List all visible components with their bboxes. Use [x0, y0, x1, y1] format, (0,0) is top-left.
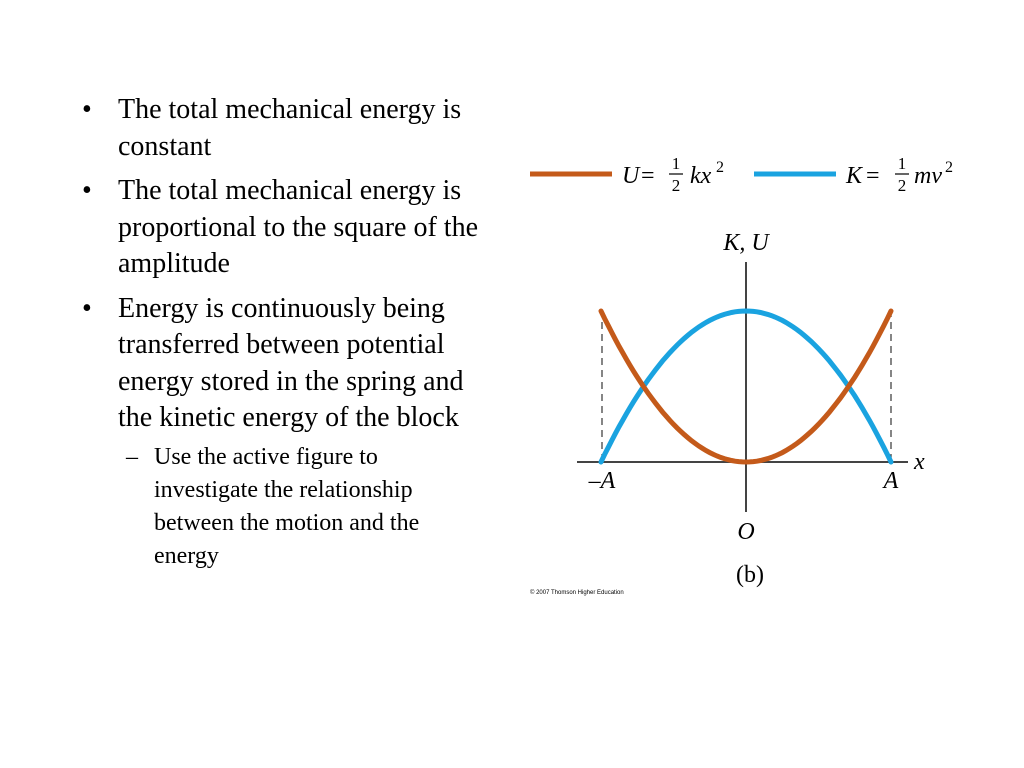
bullet-marker: • [82, 94, 92, 125]
bullet-text: The total mechanical energy is constant [118, 94, 462, 162]
legend-potential-frac-num: 1 [671, 154, 681, 173]
bullet-marker: • [82, 292, 92, 324]
tick-label-neg-amplitude: –A [588, 468, 616, 494]
legend-potential [622, 154, 724, 195]
legend-potential-frac-den: 2 [671, 176, 681, 195]
legend-kinetic-equals: = [866, 163, 880, 189]
legend-potential-equals: = [641, 163, 655, 189]
legend-kinetic-symbol: K [846, 163, 863, 189]
legend-potential-symbol: U [622, 163, 640, 189]
sub-bullet-marker: – [126, 443, 138, 470]
sub-bullet-text: Use the active figure to investigate the relationship between the motion and the energy [154, 443, 420, 569]
bullet-text: The total mechanical energy is proportional to the square of the amplitude [118, 175, 479, 279]
copyright-notice: © 2007 Thomson Higher Education [530, 590, 624, 596]
legend-kinetic-frac-den: 2 [897, 176, 907, 195]
y-axis-label: K, U [723, 230, 769, 256]
legend-kinetic [845, 154, 953, 195]
legend-kinetic-expr: mv [914, 163, 942, 189]
legend-kinetic-exponent: 2 [945, 159, 953, 176]
bullet-marker: • [82, 175, 92, 206]
bullet-text: Energy is continuously being transferred between potential energy stored in the spring and the kinetic energy of the block [118, 292, 464, 433]
legend-potential-expr: kx [690, 163, 712, 189]
legend-kinetic-frac-num: 1 [897, 154, 907, 173]
origin-label: O [737, 519, 755, 545]
x-axis-label: x [914, 449, 925, 475]
legend-potential-exponent: 2 [716, 159, 724, 176]
tick-label-pos-amplitude: A [883, 468, 899, 494]
figure-caption: (b) [736, 562, 764, 588]
